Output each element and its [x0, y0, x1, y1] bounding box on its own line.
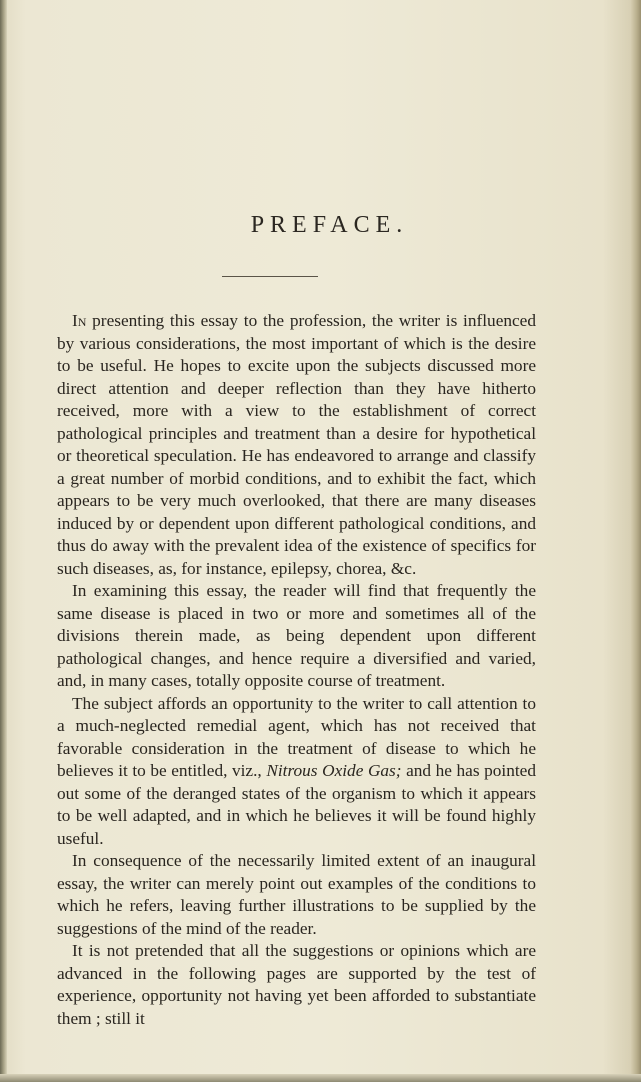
paragraph-3-text-after: and he has pointed out some of the deranged states of the organism to which it appears to be well adapted, and in which he believes it will be found highly useful. [57, 761, 536, 848]
paragraph-3-text-before: The subject affords an opportunity to the writer to call attention to a much-neglected remedial agent, which has not received that favorable consideration in the treatment of disease to which he believes it to be entitled, viz., [57, 693, 536, 780]
title-rule [222, 276, 318, 277]
page-binding-edge [0, 0, 7, 1082]
paragraph-3 [57, 693, 536, 851]
paragraph-4: In consequence of the necessarily limited extent of an inaugural essay, the writer can merely point out examples of the conditions to which he refers, leaving further illustrations to be supplied by the suggestions of the mind of the reader. [57, 851, 536, 938]
paragraph-1-lead: In [72, 311, 87, 330]
paragraph-2: In examining this essay, the reader will find that frequently the same disease is placed in two or more and sometimes all of the divisions therein made, as being dependent upon different pathological changes, and hence require a diversified and varied, and, in many cases, totally opposite course of treatment. [57, 581, 536, 690]
page-outer-edge [631, 0, 641, 1082]
page-bottom-edge [0, 1074, 641, 1082]
paragraph-1 [57, 310, 536, 580]
paragraph-3-italic: Nitrous Oxide Gas; [266, 761, 402, 780]
paragraph-1-text: presenting this essay to the profession, the writer is influenced by various considerations, the most important of which is the desire to be useful. He hopes to excite upon the subjects discussed more direct attention and deeper reflection than they have hitherto received, more with a view to the establishment of correct pathological principles and treatment than a desire for hypothetical or theoretical speculation. He has endeavored to arrange and classify a great number of morbid conditions, and to exhibit the fact, which appears to be very much overlooked, that there are many diseases induced by or dependent upon different pathological conditions, and thus do away with the prevalent idea of the existence of specifics for such diseases, as, for instance, epilepsy, chorea, &c. [57, 311, 536, 578]
page-title: PREFACE. [250, 212, 409, 238]
preface-body [57, 310, 536, 1030]
paragraph-5: It is not pretended that all the suggestions or opinions which are advanced in the following pages are supported by the test of experience, opportunity not having yet been afforded to substantiate them ; still it [57, 941, 536, 1028]
